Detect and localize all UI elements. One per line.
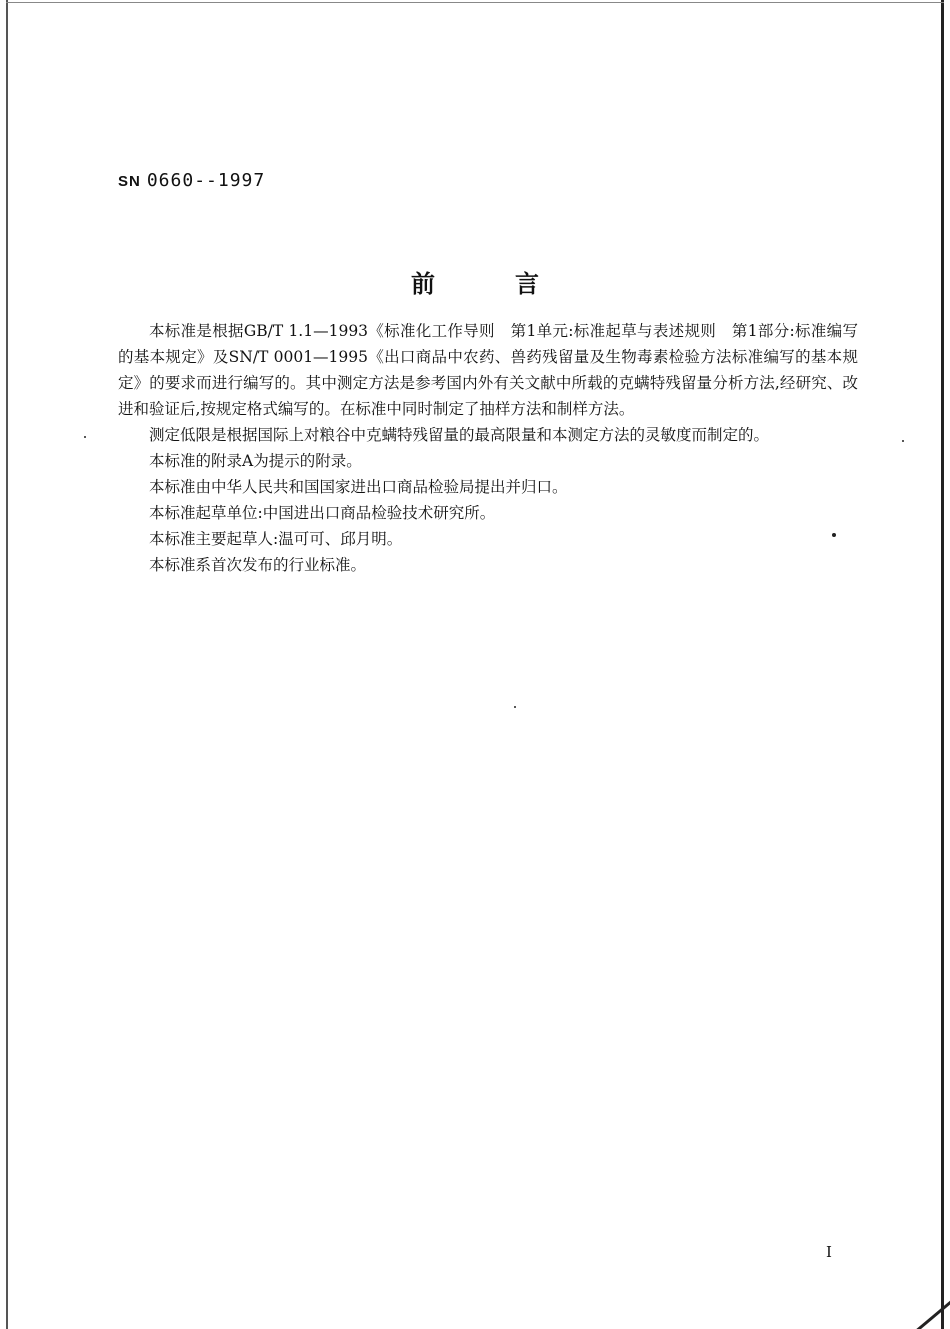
scan-edge-right [941, 0, 944, 1329]
paragraph: 本标准起草单位:中国进出口商品检验技术研究所。 [149, 504, 496, 522]
scan-edge-top [6, 2, 944, 3]
paragraph: 本标准由中华人民共和国国家进出口商品检验局提出并归口。 [149, 478, 568, 496]
paragraph: 本标准的附录A为提示的附录。 [149, 452, 362, 470]
standard-prefix: SN [118, 173, 141, 190]
scan-speck [84, 436, 86, 438]
scan-speck [902, 440, 904, 442]
scan-edge-left [6, 0, 8, 1329]
foreword-body [118, 318, 858, 578]
page-title: 前言 [411, 270, 619, 298]
paragraph: 本标准系首次发布的行业标准。 [149, 556, 367, 574]
standard-code [118, 170, 265, 191]
paragraph: 测定低限是根据国际上对粮谷中克螨特残留量的最高限量和本测定方法的灵敏度而制定的。 [149, 426, 770, 444]
scan-speck [514, 706, 516, 708]
paragraph: 本标准是根据GB/T 1.1—1993《标准化工作导则 第1单元:标准起草与表述规则 第1部分:标准编写的基本规定》及SN/T 0001—1995《出口商品中农药、兽药残留量及生物毒素检验方法标准编写的基本规定》的要求而进行编写的。其中测定方法是参考国内外有关文献中所载的克螨特残留量分析方法,经研究、改进和验证后,按规定格式编写的。在标准中同时制定了抽样方法和制样方法。 [118, 322, 858, 418]
scan-corner-mark [910, 1289, 950, 1329]
standard-number: 0660--1997 [146, 170, 266, 191]
paragraph: 本标准主要起草人:温可可、邱月明。 [149, 530, 403, 548]
page-number: I [826, 1243, 832, 1261]
